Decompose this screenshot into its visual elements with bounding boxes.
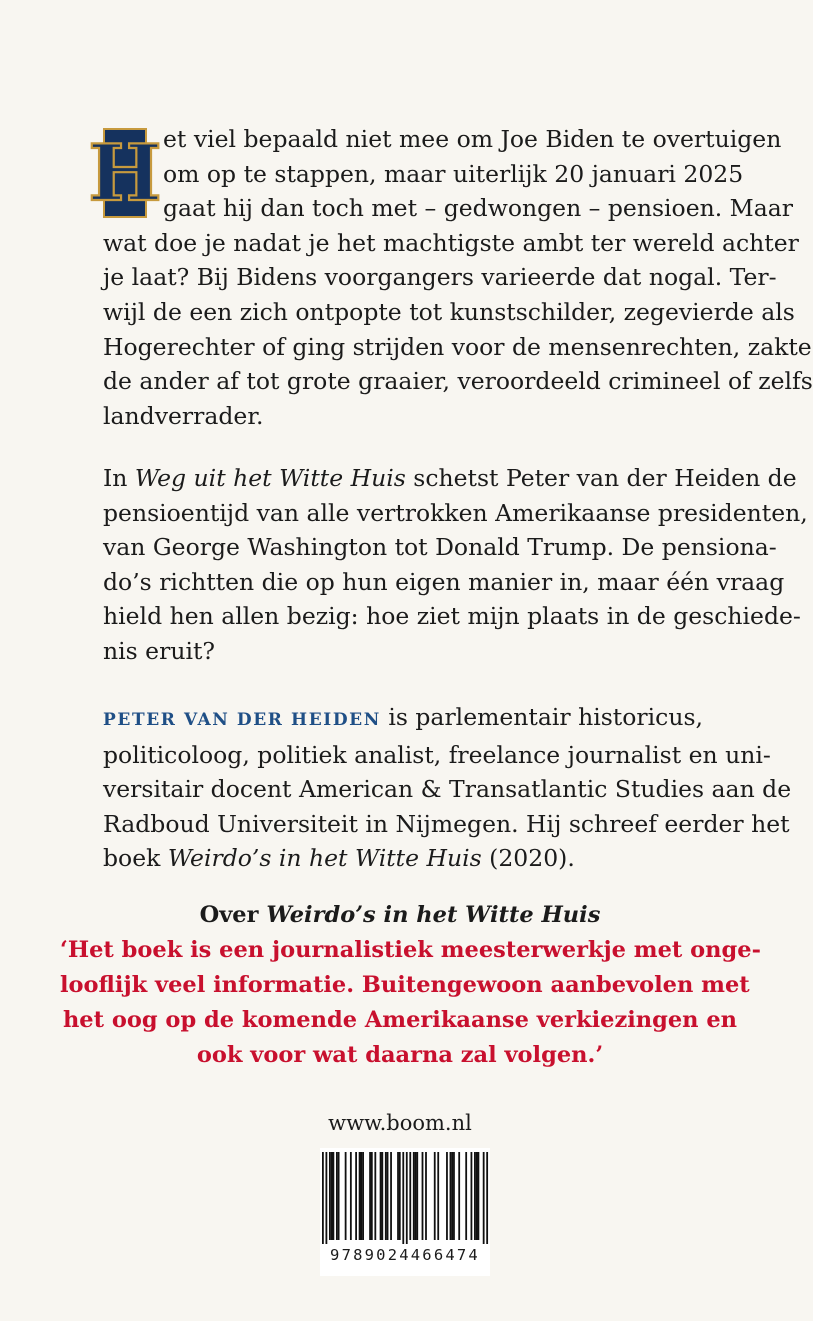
isbn-number: 9789024466474	[320, 1244, 490, 1266]
barcode-bar	[483, 1152, 485, 1244]
book-title: Weg uit het Witte Huis	[134, 464, 406, 492]
barcode-bar	[331, 1152, 333, 1240]
summary-paragraph	[103, 461, 808, 669]
barcode-bar	[350, 1152, 352, 1240]
barcode-bar	[325, 1152, 327, 1244]
barcode-bar	[476, 1152, 478, 1240]
review-block	[60, 898, 761, 1073]
barcode-bar	[338, 1152, 340, 1240]
barcode-bar	[322, 1152, 324, 1244]
intro-paragraph	[103, 122, 813, 433]
summary-line1-rest: schetst Peter van der Heiden de	[405, 464, 797, 492]
previous-book-title: Weirdo’s in het Witte Huis	[167, 844, 482, 873]
barcode-bar	[332, 1152, 334, 1240]
barcode-bar	[406, 1152, 408, 1244]
barcode-bar	[446, 1152, 448, 1240]
barcode-bar	[369, 1152, 371, 1240]
barcode-bar	[371, 1152, 373, 1240]
summary-line: pensioentijd van alle vertrokken Amerikaanse presidenten,	[103, 498, 808, 527]
barcode-bar	[345, 1152, 347, 1240]
publisher-website[interactable]: www.boom.nl	[328, 1111, 472, 1135]
barcode-bar	[387, 1152, 389, 1240]
summary-line: do’s richtten die op hun eigen manier in, maar één vraag	[103, 567, 785, 596]
barcode-bar	[453, 1152, 455, 1240]
barcode-bar	[329, 1152, 331, 1240]
barcode-bar	[474, 1152, 476, 1240]
barcode-bar	[390, 1152, 392, 1240]
barcode-bar	[425, 1152, 427, 1240]
barcode-bar	[362, 1152, 364, 1240]
author-bio-line: Radboud Universiteit in Nijmegen. Hij schreef eerder het	[103, 809, 790, 838]
review-book-title: Weirdo’s in het Witte Huis	[266, 902, 601, 928]
review-over-label: Over	[199, 902, 267, 928]
barcode-bar	[385, 1152, 387, 1240]
barcode-bar	[380, 1152, 382, 1240]
barcode-bar	[416, 1152, 418, 1240]
intro-line: om op te stappen, maar uiterlijk 20 januari 2025	[163, 159, 744, 188]
svg-text:H: H	[88, 128, 162, 219]
barcode-bars	[320, 1148, 490, 1244]
intro-line: gaat hij dan toch met – gedwongen – pensioen. Maar	[163, 194, 794, 223]
author-bio-line: politicoloog, politiek analist, freelance journalist en uni-	[103, 740, 771, 769]
summary-prefix: In	[103, 464, 135, 492]
barcode-bar	[450, 1152, 452, 1240]
author-bio-line: versitair docent American & Transatlantic Studies aan de	[103, 775, 792, 804]
intro-line: je laat? Bij Bidens voorgangers varieerde dat nogal. Ter-	[103, 263, 777, 292]
author-bio-line	[103, 700, 707, 738]
barcode-bar	[478, 1152, 480, 1240]
intro-line: de ander af tot grote graaier, veroordeeld crimineel of zelfs	[103, 367, 813, 396]
barcode-bar	[355, 1152, 357, 1240]
author-bio-line1-rest: is parlementair historicus,	[380, 703, 703, 731]
barcode-bar	[381, 1152, 383, 1240]
barcode-bar	[374, 1152, 376, 1240]
barcode-bar	[486, 1152, 488, 1244]
author-bio	[103, 700, 792, 876]
author-bio-line	[103, 841, 707, 876]
barcode-bar	[336, 1152, 338, 1240]
barcode-bar	[437, 1152, 439, 1240]
intro-line: et viel bepaald niet mee om Joe Biden te overtuigen	[163, 125, 782, 153]
author-bio-last-prefix: boek	[103, 844, 168, 873]
review-quote-line: looflijk veel informatie. Buitengewoon aanbevolen met	[60, 972, 750, 998]
barcode-bar	[402, 1152, 404, 1244]
review-heading	[60, 898, 740, 933]
summary-line: nis eruit?	[103, 636, 216, 665]
barcode-bar	[458, 1152, 460, 1240]
barcode-bar	[471, 1152, 473, 1240]
barcode-bar	[451, 1152, 453, 1240]
intro-line: wat doe je nadat je het machtigste ambt ter wereld achter	[103, 228, 799, 257]
barcode-bar	[397, 1152, 399, 1240]
author-name: PETER VAN DER HEIDEN	[103, 710, 381, 730]
summary-line: van George Washington tot Donald Trump. De pensiona-	[103, 533, 777, 562]
barcode-bar	[399, 1152, 401, 1240]
barcode-bar	[434, 1152, 436, 1240]
review-quote-line: ‘Het boek is een journalistiek meesterwerkje met onge-	[60, 937, 761, 963]
intro-line: landverrader.	[103, 401, 264, 430]
summary-line	[103, 461, 797, 496]
barcode-bar	[409, 1152, 411, 1240]
intro-line: Hogerechter of ging strijden voor de mensenrechten, zakte	[103, 332, 812, 361]
review-quote-line: ook voor wat daarna zal volgen.’	[196, 1042, 604, 1068]
barcode-bar	[465, 1152, 467, 1240]
review-quote-line: het oog op de komende Amerikaanse verkiezingen en	[62, 1007, 738, 1033]
barcode-bar	[422, 1152, 424, 1240]
intro-line: wijl de een zich ontpopte tot kunstschilder, zegevierde als	[103, 297, 795, 326]
barcode-bar	[415, 1152, 417, 1240]
author-bio-last-suffix: (2020).	[481, 844, 575, 873]
summary-line: hield hen allen bezig: hoe ziet mijn plaats in de geschiede-	[103, 602, 801, 631]
barcode-bar	[360, 1152, 362, 1240]
barcode-bar	[413, 1152, 415, 1240]
barcode-bar	[359, 1152, 361, 1240]
